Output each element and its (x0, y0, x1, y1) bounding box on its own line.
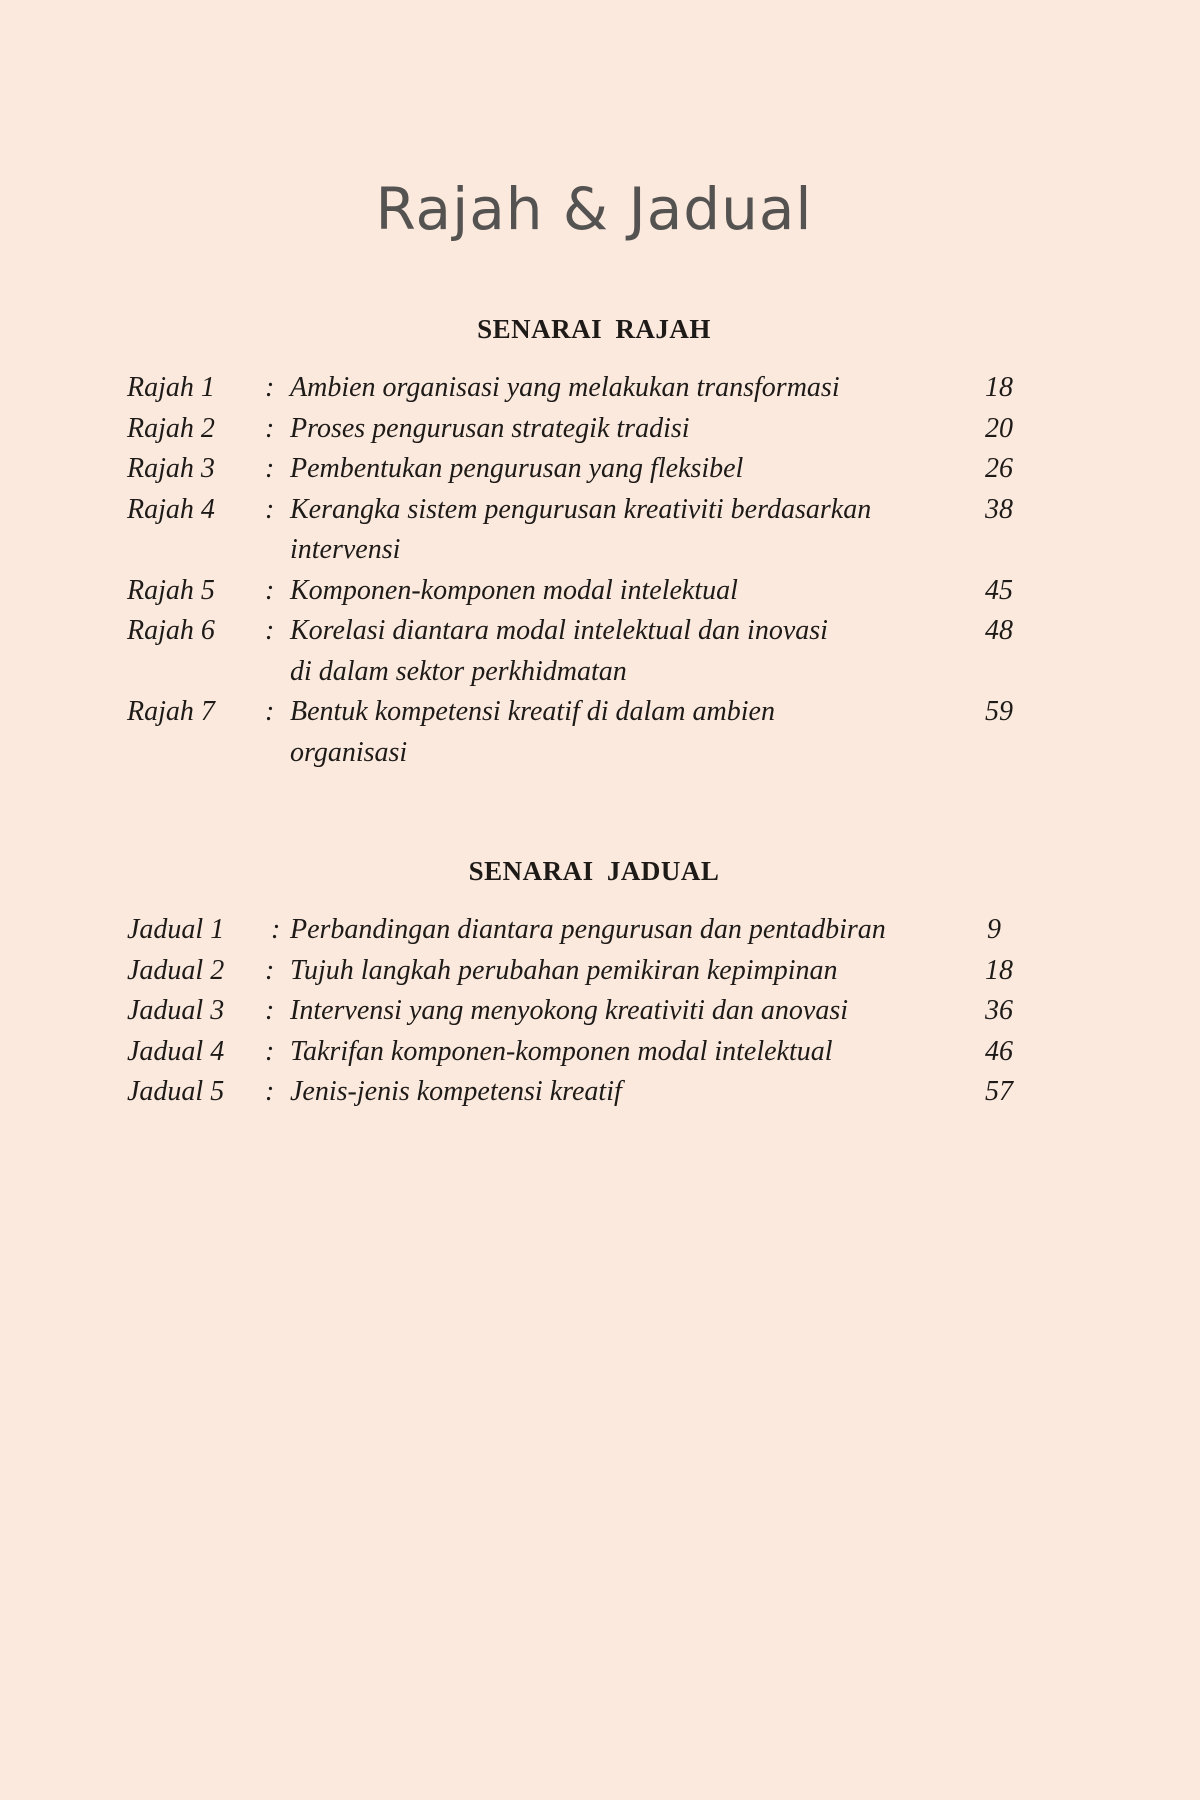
entry-label: Rajah 1 (127, 372, 215, 403)
jadual-entry (127, 1032, 1013, 1073)
entry-label: Rajah 4 (127, 493, 215, 525)
entry-label: Rajah 6 (127, 615, 215, 646)
entry-colon: : (265, 412, 275, 444)
entry-description-line: Bentuk kompetensi kreatif di dalam ambien (290, 696, 775, 727)
entry-label: Jadual 3 (127, 995, 225, 1026)
entry-colon: : (265, 493, 275, 525)
entry-colon: : (265, 574, 275, 606)
entry-label: Jadual 2 (127, 954, 225, 986)
entry-description-line: organisasi (290, 736, 408, 768)
section-heading-jadual: SENARAI JADUAL (468, 856, 720, 886)
entry-description (290, 611, 955, 692)
entry-colon: : (265, 696, 275, 727)
entry-label: Rajah 3 (127, 453, 215, 484)
entry-page-number: 36 (985, 995, 1013, 1026)
entry-colon: : (265, 1076, 275, 1107)
entry-description (290, 490, 955, 571)
rajah-entry (127, 490, 1013, 571)
rajah-list (127, 368, 1013, 773)
entry-label: Rajah 7 (127, 696, 215, 727)
section-heading-rajah: SENARAI RAJAH (477, 314, 711, 344)
entry-label: Rajah 2 (127, 412, 215, 444)
jadual-list (127, 910, 1013, 1113)
rajah-entry (127, 449, 1013, 490)
entry-page-number: 18 (985, 372, 1013, 403)
entry-description-line: Korelasi diantara modal intelektual dan inovasi (290, 615, 828, 646)
entry-page-number: 48 (985, 615, 1013, 646)
entry-description-line: intervensi (290, 534, 401, 565)
entry-description (290, 991, 955, 1032)
entry-page-number: 59 (985, 696, 1013, 727)
entry-description-line: Tujuh langkah perubahan pemikiran kepimpinan (290, 954, 838, 986)
entry-colon: : (265, 954, 275, 986)
entry-description (290, 1072, 955, 1113)
jadual-entry (127, 1072, 1013, 1113)
rajah-entry (127, 692, 1013, 773)
entry-page-number: 26 (985, 453, 1013, 484)
entry-label: Jadual 1 (127, 914, 225, 945)
jadual-entry (127, 951, 1013, 992)
rajah-entry (127, 611, 1013, 692)
entry-description (290, 409, 955, 450)
entry-colon: : (265, 995, 275, 1026)
entry-description-line: Pembentukan pengurusan yang fleksibel (290, 453, 744, 484)
entry-description-line: Perbandingan diantara pengurusan dan pentadbiran (290, 914, 886, 945)
entry-colon: : (265, 372, 275, 403)
entry-page-number: 20 (985, 412, 1013, 444)
entry-description (290, 692, 955, 773)
entry-description-line: Jenis-jenis kompetensi kreatif (290, 1076, 622, 1107)
entry-colon: : (271, 914, 281, 945)
entry-description (290, 368, 955, 409)
entry-description-line: di dalam sektor perkhidmatan (290, 655, 627, 687)
rajah-entry (127, 368, 1013, 409)
entry-description-line: Takrifan komponen-komponen modal intelektual (290, 1035, 833, 1067)
entry-description-line: Proses pengurusan strategik tradisi (290, 412, 690, 444)
entry-label: Jadual 4 (127, 1035, 225, 1067)
entry-description (290, 449, 955, 490)
entry-colon: : (265, 453, 275, 484)
entry-description-line: Komponen-komponen modal intelektual (290, 574, 738, 606)
entry-description-line: Intervensi yang menyokong kreativiti dan anovasi (290, 995, 849, 1026)
entry-page-number: 46 (985, 1035, 1013, 1067)
entry-description (290, 1032, 955, 1073)
rajah-entry (127, 409, 1013, 450)
entry-page-number: 38 (985, 493, 1013, 525)
entry-description-line: Ambien organisasi yang melakukan transformasi (290, 372, 840, 403)
jadual-entry (127, 991, 1013, 1032)
entry-label: Rajah 5 (127, 574, 215, 606)
entry-label: Jadual 5 (127, 1076, 225, 1107)
entry-description (290, 571, 955, 612)
entry-page-number: 18 (985, 954, 1013, 986)
entry-description (290, 951, 955, 992)
entry-colon: : (265, 1035, 275, 1067)
entry-description (290, 910, 955, 951)
page-title: Rajah & Jadual (375, 175, 813, 243)
entry-colon: : (265, 615, 275, 646)
entry-description-line: Kerangka sistem pengurusan kreativiti berdasarkan (290, 493, 872, 525)
rajah-entry (127, 571, 1013, 612)
entry-page-number: 9 (987, 914, 1001, 945)
entry-page-number: 45 (985, 574, 1013, 606)
entry-page-number: 57 (985, 1076, 1013, 1107)
jadual-entry (127, 910, 1013, 951)
